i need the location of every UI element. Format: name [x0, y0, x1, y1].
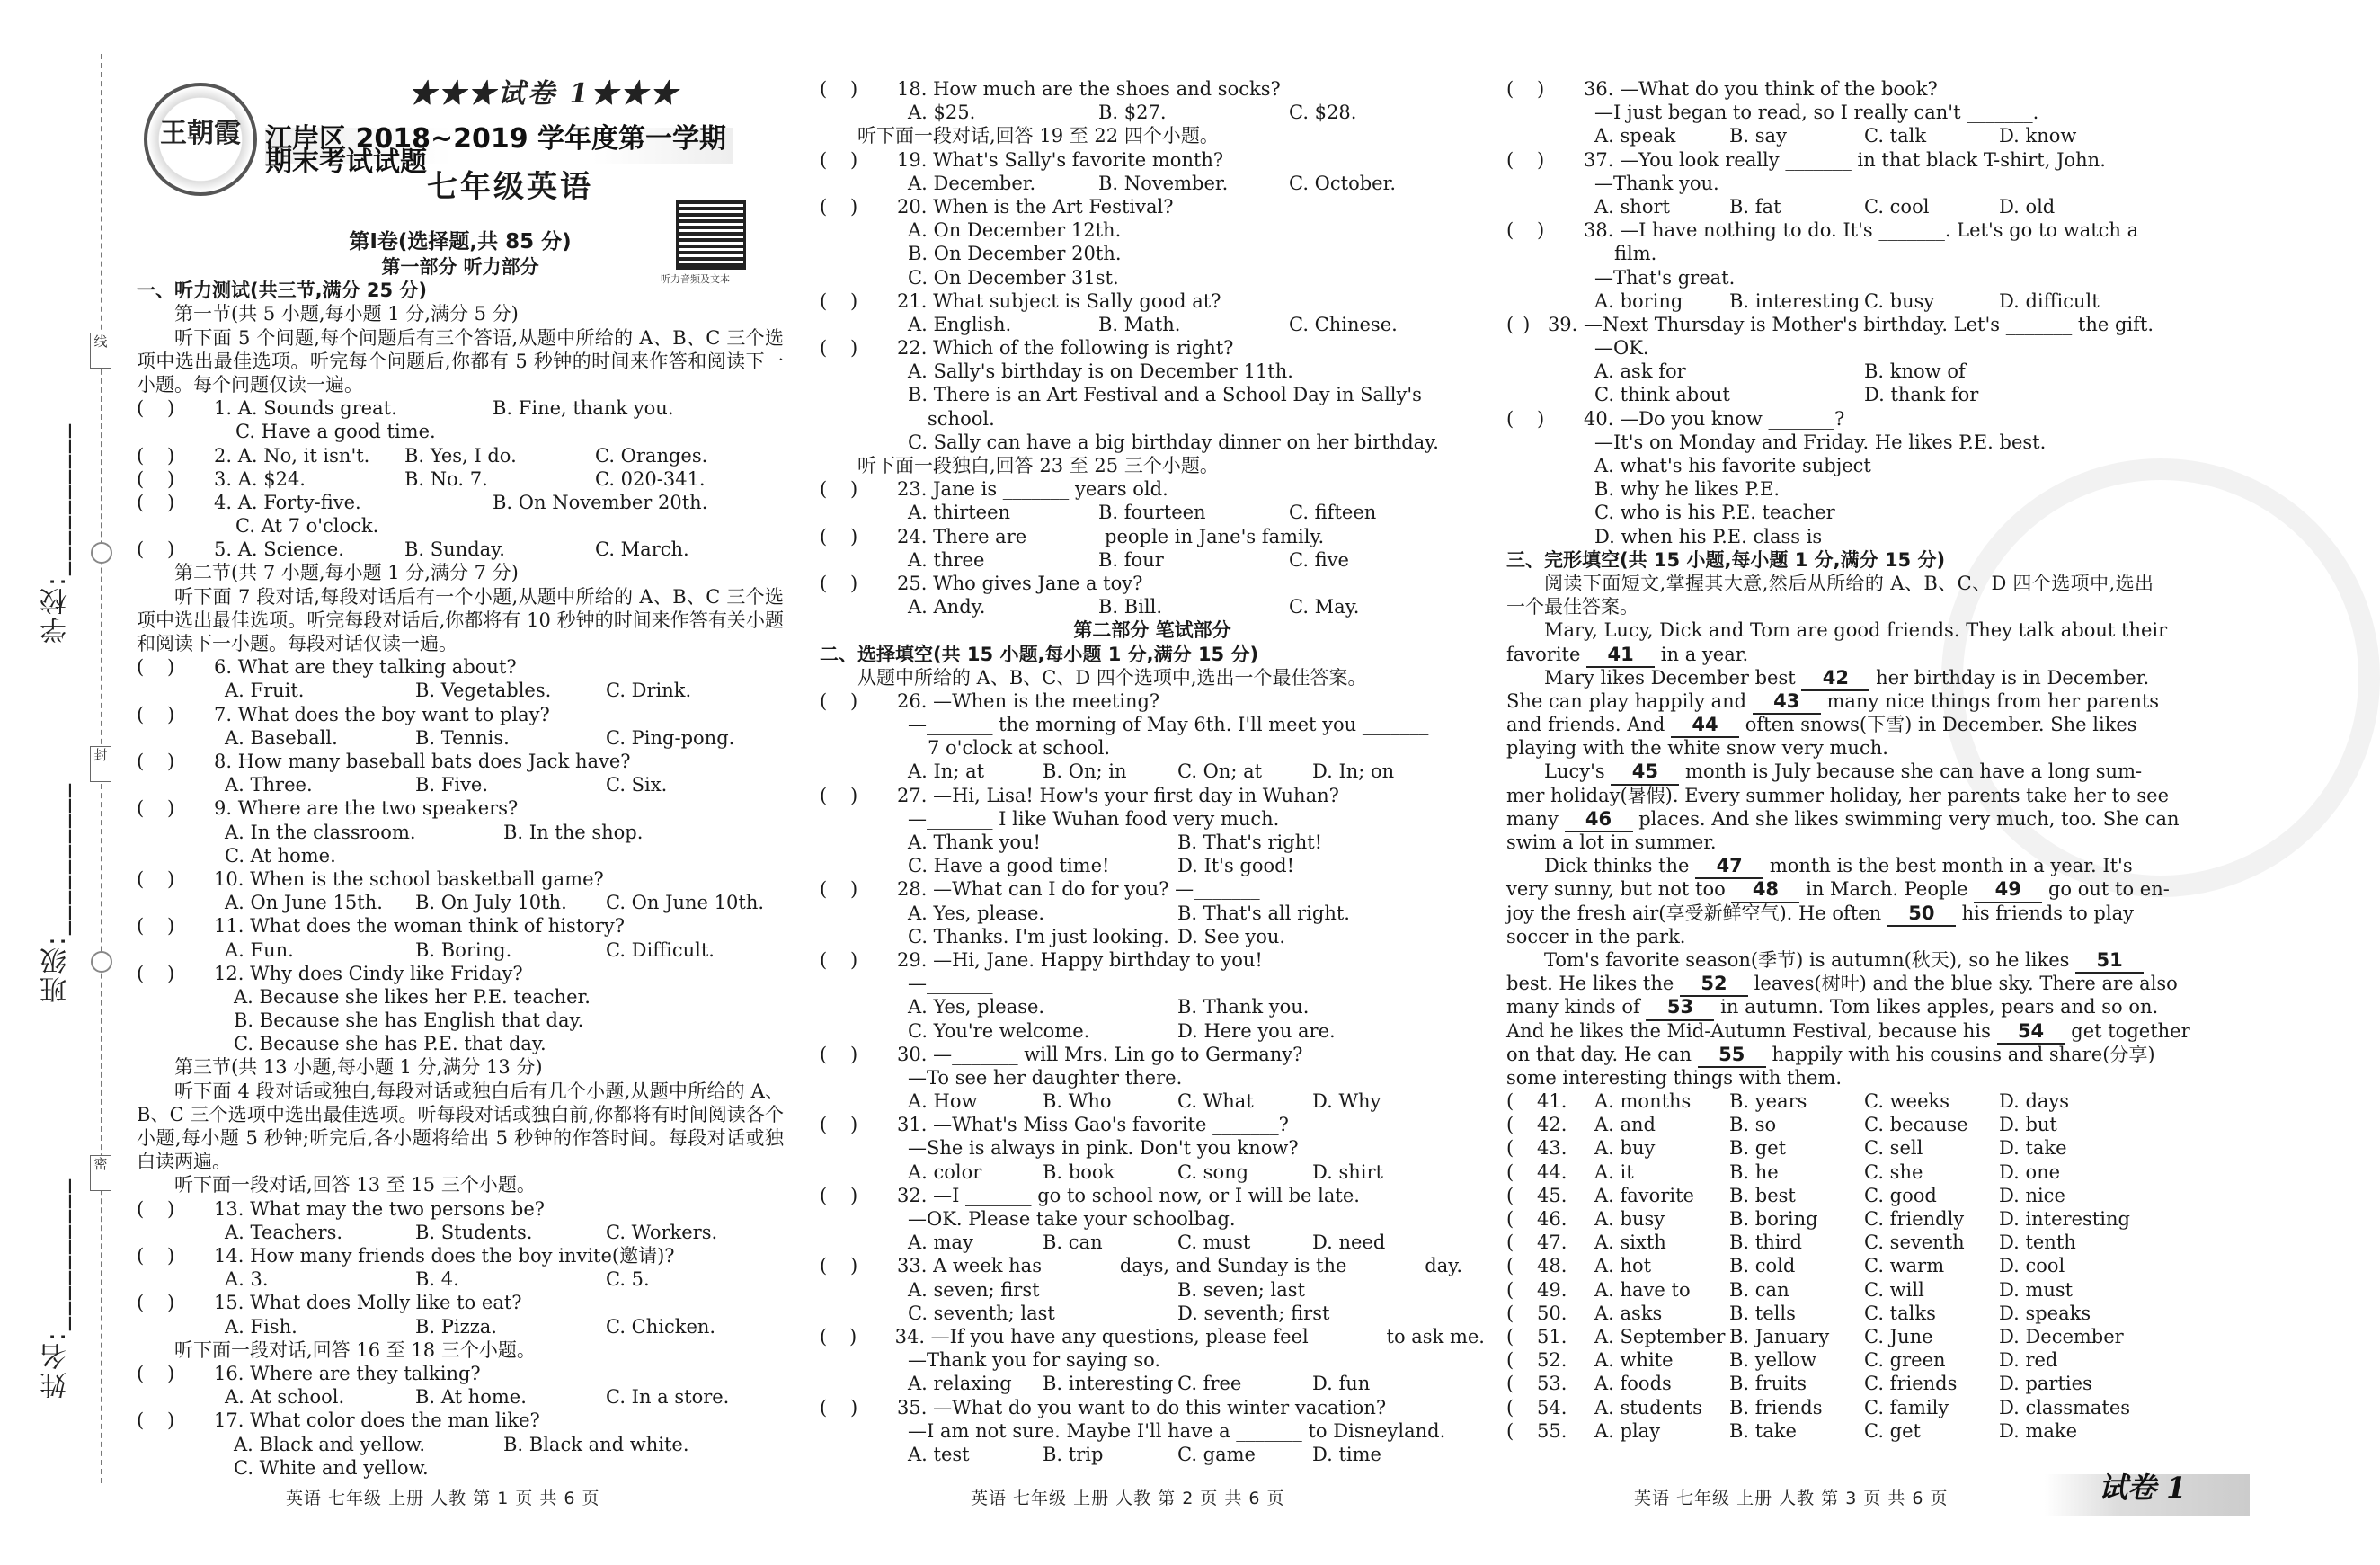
- paper-tag: ★★★试卷 1★★★: [409, 78, 680, 110]
- options-row: A. Fruit. B. Vegetables. C. Drink.: [225, 680, 692, 702]
- options-row: A. Fun. B. Boring. C. Difficult.: [225, 938, 715, 961]
- option-a: A. students: [1594, 1396, 1702, 1418]
- option-c: C. will: [1864, 1278, 1924, 1301]
- option-a: A. have to: [1594, 1278, 1691, 1301]
- passage-line: very sunny, but not too 48 in March. People 49 go out to en-: [1506, 877, 2154, 901]
- question-row: ( ) 33. A week has _______ days, and Sunday is the _______ day.: [820, 1255, 1462, 1277]
- options-row: A. In the classroom. B. In the shop.: [225, 821, 644, 843]
- blank-53: 53: [1646, 995, 1714, 1020]
- cloze-option-row: ( 47. A. sixth B. third C. seventh D. tenth: [1506, 1232, 2076, 1254]
- options-row: A. How B. Who C. What D. Why: [908, 1090, 1381, 1113]
- option-b: B. third: [1729, 1232, 1802, 1254]
- question-row: ( ) 6. What are they talking about?: [137, 656, 517, 679]
- cloze-option-row: ( 54. A. students B. friends C. family D. classmates: [1506, 1396, 2131, 1418]
- question-row: ( ) 11. What does the woman think of history?: [137, 915, 626, 938]
- option-d: D. classmates: [1999, 1396, 2131, 1418]
- part-two-title: 第二部分 笔试部分: [1073, 619, 1231, 642]
- question-line: —Thank you for saying so.: [908, 1349, 1161, 1372]
- part-one-title: 第一部分 听力部分: [381, 256, 539, 278]
- passage-line: And he likes the Mid-Autumn Festival, because his 54 get together: [1506, 1019, 2154, 1043]
- question-row: ( ) 5. A. Science. B. Sunday. C. March.: [137, 538, 689, 561]
- blank-50: 50: [1887, 902, 1956, 927]
- question-row: ( ) 40. —Do you know _______?: [1506, 407, 1845, 430]
- question-row: ( ) 13. What may the two persons be?: [137, 1197, 546, 1220]
- option-d: D. days: [1999, 1090, 2070, 1113]
- question-row: ( ) 21. What subject is Sally good at?: [820, 289, 1221, 312]
- cloze-option-row: ( 49. A. have to B. can C. will D. must: [1506, 1278, 2074, 1301]
- question-row: ( ) 37. —You look really _______ in that black T-shirt, John.: [1506, 148, 2106, 171]
- options-row: B. Because she has English that day.: [234, 1009, 584, 1032]
- question-row: ( ) 32. —I _______ go to school now, or I will be late.: [820, 1184, 1360, 1206]
- question-line: —She is always in pink. Don't you know?: [908, 1137, 1299, 1160]
- blank-47: 47: [1695, 854, 1763, 879]
- option-c: C. sell: [1864, 1137, 1923, 1160]
- options-row: A. boring B. interesting C. busy D. difficult: [1594, 289, 2100, 312]
- option-c: C. because: [1864, 1114, 1968, 1136]
- option-b: B. best: [1729, 1184, 1796, 1206]
- options-row: A. speak B. say C. talk D. know: [1594, 125, 2077, 147]
- question-row: ( ) 8. How many baseball bats does Jack have?: [137, 751, 631, 773]
- passage-line: Dick thinks the 47 month is the best month in a year. It's: [1506, 854, 2154, 877]
- section-title: 第Ⅰ卷(选择题,共 85 分): [349, 230, 572, 253]
- option-d: D. one: [1999, 1160, 2061, 1183]
- subsection-note: 听下面一段独白,回答 23 至 25 三个小题。: [857, 455, 1219, 476]
- subsection-note: 听下面一段对话,回答 13 至 15 三个小题。: [174, 1174, 536, 1196]
- option-b: B. take: [1729, 1419, 1797, 1442]
- binding-mark-seal: 封: [90, 746, 111, 782]
- options-row: A. what's his favorite subject: [1594, 455, 1871, 476]
- options-row: A. On June 15th. B. On July 10th. C. On June 10th.: [225, 892, 765, 914]
- grade-subject-title: 七年级英语: [427, 169, 593, 205]
- options-row: A. may B. can C. must D. need: [908, 1232, 1386, 1254]
- options-row: A. 3. B. 4. C. 5.: [225, 1268, 650, 1291]
- options-row: C. think about D. thank for: [1594, 384, 1979, 406]
- question-line: —_______ the morning of May 6th. I'll meet you _______: [908, 714, 1429, 736]
- cloze-option-row: ( 51. A. September B. January C. June D. December: [1506, 1325, 2124, 1347]
- question-line: —_______: [908, 973, 993, 995]
- passage-line: many kinds of 53 in autumn. Tom likes apples, pears and so on.: [1506, 995, 2154, 1018]
- cloze-option-row: ( 53. A. foods B. fruits C. friends D. parties: [1506, 1373, 2092, 1395]
- option-d: D. parties: [1999, 1373, 2092, 1395]
- question-line: —It's on Monday and Friday. He likes P.E. best.: [1594, 431, 2047, 453]
- instructions: 从题中所给的 A、B、C、D 四个选项中,选出一个最佳答案。: [857, 666, 1367, 689]
- page-footer: 英语 七年级 上册 人教 第 1 页 共 6 页: [286, 1489, 600, 1508]
- question-row: ( ) 20. When is the Art Festival?: [820, 195, 1174, 218]
- logo-text: 王朝霞: [160, 118, 241, 149]
- blank-46: 46: [1565, 807, 1633, 832]
- question-row: ( ) 28. —What can I do for you? —_______: [820, 878, 1260, 901]
- option-a: A. favorite: [1594, 1184, 1694, 1206]
- instructions: 听下面 7 段对话,每段对话后有一个小题,从题中所给的 A、B、C 三个选项中选出最佳选项。听完每段对话后,你都将有 10 秒钟的时间来作答有关小题和阅读下一小题。每段对话仅读一遍。: [137, 585, 784, 655]
- instructions: 听下面 5 个问题,每个问题后有三个答语,从题中所给的 A、B、C 三个选项中选出最佳选项。听完每个问题后,你都有 5 秒钟的时间来作答和阅读下一小题。每个问题仅读一遍。: [137, 326, 784, 396]
- options-row: B. On December 20th.: [908, 243, 1122, 265]
- option-a: A. months: [1594, 1090, 1692, 1113]
- option-a: A. foods: [1594, 1373, 1672, 1395]
- listening-title: 一、听力测试(共三节,满分 25 分): [137, 280, 428, 302]
- option-b: B. he: [1729, 1160, 1779, 1183]
- passage-line: Lucy's 45 month is July because she can have a long sum-: [1506, 760, 2154, 783]
- options-row: A. short B. fat C. cool D. old: [1594, 195, 2056, 218]
- instructions: 听下面 4 段对话或独白,每段对话或独白后有几个小题,从题中所给的 A、B、C 三个选项中选出最佳选项。听每段对话或独白前,你都将有时间阅读各个小题,每小题 5 秒钟;听完后,各小题将给出 5 秒钟的作答时间。每段对话或独白读两遍。: [137, 1080, 784, 1173]
- passage-line: joy the fresh air(享受新鲜空气). He often 50 his friends to play: [1506, 902, 2154, 925]
- qr-caption: 听力音频及文本: [661, 273, 730, 285]
- question-line: film.: [1614, 243, 1657, 265]
- page-1-column: [137, 230, 784, 1480]
- question-row: ( ) 29. —Hi, Jane. Happy birthday to you!: [820, 948, 1263, 971]
- options-row: C. At home.: [225, 844, 336, 867]
- question-row: ( ) 4. A. Forty-five. B. On November 20th.: [137, 491, 708, 513]
- binding-mark-line: 线: [90, 333, 111, 369]
- section-title: 二、选择填空(共 15 小题,每小题 1 分,满分 15 分): [820, 643, 1259, 665]
- option-d: D. must: [1999, 1278, 2074, 1301]
- cloze-option-row: ( 48. A. hot B. cold C. warm D. cool: [1506, 1255, 2065, 1277]
- option-c: C. friendly: [1864, 1208, 1965, 1231]
- subsection-note: 听下面一段对话,回答 19 至 22 四个小题。: [857, 125, 1219, 147]
- question-row: ( ) 35. —What do you want to do this winter vacation?: [820, 1396, 1387, 1418]
- publisher-logo: [144, 83, 257, 196]
- options-row: C. White and yellow.: [234, 1456, 429, 1479]
- options-row: A. seven; first B. seven; last: [908, 1278, 1306, 1301]
- question-line: —_______ I like Wuhan food very much.: [908, 807, 1280, 830]
- option-b: B. can: [1729, 1278, 1789, 1301]
- options-row: B. why he likes P.E.: [1594, 478, 1781, 501]
- options-row: A. On December 12th.: [908, 219, 1122, 242]
- question-row: ( ) 38. —I have nothing to do. It's _______. Let's go to watch a: [1506, 219, 2139, 242]
- subsection-title: 第三节(共 13 小题,每小题 1 分,满分 13 分): [174, 1056, 543, 1079]
- blank-52: 52: [1680, 972, 1748, 997]
- options-row: A. thirteen B. fourteen C. fifteen: [908, 502, 1377, 524]
- options-row: A. Black and yellow. B. Black and white.: [234, 1433, 689, 1455]
- subsection-note: 听下面一段对话,回答 16 至 18 三个小题。: [174, 1338, 536, 1361]
- question-row: ( ) 27. —Hi, Lisa! How's your first day in Wuhan?: [820, 784, 1339, 806]
- option-c: C. get: [1864, 1419, 1921, 1442]
- passage-line: best. He likes the 52 leaves(树叶) and the blue sky. There are also: [1506, 972, 2154, 995]
- question-row: ( ) 22. Which of the following is right?: [820, 337, 1234, 360]
- question-line: —Thank you.: [1594, 172, 1719, 194]
- option-a: A. busy: [1594, 1208, 1665, 1231]
- blank-41: 41: [1586, 643, 1655, 668]
- question-row: ( ) 17. What color does the man like?: [137, 1409, 540, 1432]
- cloze-option-row: ( 43. A. buy B. get C. sell D. take: [1506, 1137, 2067, 1160]
- question-row: ( ) 2. A. No, it isn't. B. Yes, I do. C. Oranges.: [137, 444, 708, 467]
- passage-line: some interesting things with them.: [1506, 1066, 1842, 1089]
- cloze-option-row: ( 52. A. white B. yellow C. green D. red: [1506, 1349, 2058, 1372]
- options-row: A. Yes, please. B. Thank you.: [908, 996, 1310, 1018]
- punch-hole-icon: [91, 542, 112, 564]
- section-title: 三、完形填空(共 15 小题,每小题 1 分,满分 15 分): [1506, 548, 1946, 571]
- options-row: A. $25. B. $27. C. $28.: [908, 102, 1357, 124]
- option-c: C. friends: [1864, 1373, 1958, 1395]
- option-d: D. cool: [1999, 1255, 2065, 1277]
- blank-49: 49: [1974, 877, 2042, 903]
- question-row: ( ) 34. —If you have any questions, please feel _______ to ask me.: [820, 1325, 1485, 1347]
- question-row: ( ) 18. How much are the shoes and socks?: [820, 78, 1281, 100]
- options-row: C. Because she has P.E. that day.: [234, 1033, 546, 1055]
- options-row: A. Thank you! B. That's right!: [908, 831, 1323, 853]
- question-line: —To see her daughter there.: [908, 1066, 1183, 1089]
- options-row: A. Baseball. B. Tennis. C. Ping-pong.: [225, 726, 735, 749]
- option-d: D. interesting: [1999, 1208, 2130, 1231]
- passage-line: favorite 41 in a year.: [1506, 643, 2154, 666]
- option: C. Have a good time.: [235, 421, 436, 443]
- option-c: C. green: [1864, 1349, 1946, 1372]
- options-row: A. Yes, please. B. That's all right.: [908, 902, 1350, 924]
- option-c: C. good: [1864, 1184, 1937, 1206]
- option-a: A. play: [1594, 1419, 1661, 1442]
- option-a: A. it: [1594, 1160, 1634, 1183]
- option-a: A. asks: [1594, 1302, 1663, 1324]
- page-footer: 英语 七年级 上册 人教 第 2 页 共 6 页: [971, 1489, 1285, 1508]
- options-row: A. Three. B. Five. C. Six.: [225, 774, 668, 796]
- options-row: C. seventh; last D. seventh; first: [908, 1302, 1330, 1324]
- page-3-column: [1506, 77, 2190, 1443]
- options-row: D. when his P.E. class is: [1594, 525, 1823, 547]
- option-d: D. but: [1999, 1114, 2057, 1136]
- option-d: D. make: [1999, 1419, 2078, 1442]
- subsection-title: 第二节(共 7 小题,每小题 1 分,满分 7 分): [174, 562, 519, 584]
- options-row: A. In; at B. On; in C. On; at D. In; on: [908, 760, 1395, 783]
- option-d: D. December: [1999, 1325, 2124, 1347]
- page-footer: 英语 七年级 上册 人教 第 3 页 共 6 页: [1634, 1489, 1949, 1508]
- question-row: ( ) 10. When is the school basketball game?: [137, 867, 604, 890]
- page-2-column: [820, 77, 1485, 1466]
- option-a: A. September: [1594, 1325, 1726, 1347]
- question-row: ( ) 14. How many friends does the boy invite(邀请)?: [137, 1245, 675, 1267]
- exam-title: 江岸区 2018~2019 学年度第一学期期末考试试题: [265, 128, 733, 164]
- question-line: —OK.: [1594, 337, 1649, 360]
- name-field: 姓名:__________: [40, 1178, 72, 1400]
- passage-line: many 46 places. And she likes swimming very much, too. She can: [1506, 807, 2154, 831]
- instructions: 阅读下面短文,掌握其大意,然后从所给的 A、B、C、D 四个选项中,选出一个最佳答案。: [1506, 572, 2154, 618]
- binding-mark-secret: 密: [90, 1155, 111, 1191]
- options-row: C. On December 31st.: [908, 266, 1119, 289]
- options-row: C. Have a good time! D. It's good!: [908, 855, 1295, 877]
- cloze-option-row: ( 45. A. favorite B. best C. good D. nice: [1506, 1184, 2065, 1206]
- passage-line: Mary likes December best 42 her birthday is in December.: [1506, 666, 2154, 689]
- option-a: A. hot: [1594, 1255, 1652, 1277]
- option-d: D. nice: [1999, 1184, 2065, 1206]
- option-d: D. tenth: [1999, 1232, 2076, 1254]
- option-a: A. and: [1594, 1114, 1656, 1136]
- option-c: C. she: [1864, 1160, 1923, 1183]
- options-row: A. English. B. Math. C. Chinese.: [908, 313, 1398, 335]
- option-c: C. warm: [1864, 1255, 1945, 1277]
- cloze-option-row: ( 55. A. play B. take C. get D. make: [1506, 1419, 2078, 1442]
- blank-55: 55: [1698, 1043, 1766, 1068]
- option-c: C. talks: [1864, 1302, 1936, 1324]
- option-c: C. seventh: [1864, 1232, 1965, 1254]
- option-b: B. boring: [1729, 1208, 1818, 1231]
- question-row: ( ) 19. What's Sally's favorite month?: [820, 148, 1224, 171]
- question-row: ( ) 26. —When is the meeting?: [820, 689, 1160, 712]
- passage-line: Tom's favorite season(季节) is autumn(秋天), so he likes 51: [1506, 948, 2154, 972]
- option-d: D. speaks: [1999, 1302, 2091, 1324]
- blank-51: 51: [2075, 948, 2144, 974]
- corner-paper-tag: 试卷 1: [2099, 1471, 2187, 1505]
- question-row: ( ) 31. —What's Miss Gao's favorite _______?: [820, 1114, 1289, 1136]
- cloze-option-row: ( 46. A. busy B. boring C. friendly D. interesting: [1506, 1208, 2130, 1231]
- options-row: A. At school. B. At home. C. In a store.: [225, 1386, 730, 1409]
- question-line: —I am not sure. Maybe I'll have a _______ to Disneyland.: [908, 1419, 1446, 1442]
- options-row: A. Fish. B. Pizza. C. Chicken.: [225, 1315, 716, 1338]
- question-row: ( ) 1. A. Sounds great. B. Fine, thank you.: [137, 397, 674, 420]
- passage-line: Mary, Lucy, Dick and Tom are good friends. They talk about their: [1544, 619, 2168, 642]
- options-row: A. Teachers. B. Students. C. Workers.: [225, 1221, 718, 1243]
- passage-line: swim a lot in summer.: [1506, 831, 1717, 854]
- question-line: —That's great.: [1594, 266, 1736, 289]
- options-row: A. ask for B. know of: [1594, 360, 1966, 383]
- cloze-option-row: ( 50. A. asks B. tells C. talks D. speaks: [1506, 1302, 2091, 1324]
- options-row: A. three B. four C. five: [908, 548, 1349, 571]
- option-b: B. get: [1729, 1137, 1787, 1160]
- option-b: B. yellow: [1729, 1349, 1817, 1372]
- blank-54: 54: [1997, 1019, 2065, 1045]
- punch-hole-icon: [91, 951, 112, 973]
- question-line: 7 o'clock at school.: [928, 737, 1111, 760]
- options-row: C. Sally can have a big birthday dinner on her birthday.: [908, 431, 1439, 453]
- subsection-title: 第一节(共 5 小题,每小题 1 分,满分 5 分): [174, 303, 519, 325]
- options-row: A. relaxing B. interesting C. free D. fun: [908, 1373, 1371, 1395]
- options-row: A. Because she likes her P.E. teacher.: [234, 985, 591, 1008]
- options-row: A. December. B. November. C. October.: [908, 172, 1397, 194]
- options-row: B. There is an Art Festival and a School Day in Sally's: [908, 384, 1422, 406]
- question-row: ( ) 23. Jane is _______ years old.: [820, 478, 1168, 501]
- options-row: A. Sally's birthday is on December 11th.: [908, 360, 1293, 383]
- options-row: C. Thanks. I'm just looking. D. See you.: [908, 925, 1286, 947]
- blank-45: 45: [1611, 760, 1679, 785]
- question-row: ( ) 7. What does the boy want to play?: [137, 703, 550, 725]
- option-b: B. years: [1729, 1090, 1807, 1113]
- question-row: ( ) 24. There are _______ people in Jane's family.: [820, 525, 1325, 547]
- blank-42: 42: [1801, 666, 1869, 691]
- passage-line: She can play happily and 43 many nice things from her parents: [1506, 689, 2154, 713]
- question-line: —OK. Please take your schoolbag.: [908, 1208, 1236, 1230]
- question-row: ( ) 12. Why does Cindy like Friday?: [137, 962, 523, 984]
- passage-line: on that day. He can 55 happily with his cousins and share(分享): [1506, 1043, 2154, 1066]
- option-b: B. January: [1729, 1325, 1830, 1347]
- option-c: C. June: [1864, 1325, 1933, 1347]
- binding-strip: [0, 0, 135, 1565]
- option-d: D. red: [1999, 1349, 2058, 1372]
- question-row: ( ) 16. Where are they talking?: [137, 1362, 481, 1384]
- passage-line: and friends. And 44 often snows(下雪) in December. She likes: [1506, 713, 2154, 736]
- options-row: A. test B. trip C. game D. time: [908, 1443, 1381, 1465]
- option-a: A. sixth: [1594, 1232, 1666, 1254]
- school-field: 学校:__________: [40, 422, 72, 645]
- question-row: ( ) 30. —_______ will Mrs. Lin go to Germany?: [820, 1043, 1303, 1065]
- blank-43: 43: [1753, 689, 1821, 715]
- cloze-options: [1506, 1089, 2154, 1443]
- options-row: C. who is his P.E. teacher: [1594, 502, 1835, 524]
- options-row: A. Andy. B. Bill. C. May.: [908, 596, 1360, 618]
- blank-44: 44: [1671, 713, 1739, 738]
- question-row: ( ) 25. Who gives Jane a toy?: [820, 572, 1143, 594]
- question-row: ( ) 39. —Next Thursday is Mother's birthday. Let's _______ the gift.: [1506, 313, 2154, 335]
- class-field: 班级:__________: [40, 782, 72, 1004]
- option-b: B. cold: [1729, 1255, 1796, 1277]
- passage-line: mer holiday(暑假). Every summer holiday, her parents take her to see: [1506, 784, 2170, 806]
- option-b: B. friends: [1729, 1396, 1823, 1418]
- blank-48: 48: [1731, 877, 1799, 903]
- option-b: B. tells: [1729, 1302, 1796, 1324]
- option-b: B. fruits: [1729, 1373, 1807, 1395]
- options-row: school.: [928, 407, 995, 430]
- passage-line: playing with the white snow very much.: [1506, 737, 1888, 760]
- option-a: A. white: [1594, 1349, 1674, 1372]
- cloze-option-row: ( 41. A. months B. years C. weeks D. days: [1506, 1090, 2070, 1113]
- question-row: ( ) 36. —What do you think of the book?: [1506, 78, 1938, 100]
- cloze-option-row: ( 44. A. it B. he C. she D. one: [1506, 1160, 2061, 1183]
- question-line: —I just began to read, so I really can't _______.: [1594, 102, 2039, 124]
- option-d: D. take: [1999, 1137, 2067, 1160]
- cloze-passage: [1506, 618, 2190, 1089]
- option-c: C. weeks: [1864, 1090, 1950, 1113]
- cloze-option-row: ( 42. A. and B. so C. because D. but: [1506, 1114, 2057, 1136]
- question-row: ( ) 15. What does Molly like to eat?: [137, 1292, 522, 1314]
- options-row: C. You're welcome. D. Here you are.: [908, 1019, 1336, 1042]
- passage-line: soccer in the park.: [1506, 925, 1686, 947]
- question-row: ( ) 3. A. $24. B. No. 7. C. 020-341.: [137, 467, 706, 490]
- option-b: B. so: [1729, 1114, 1777, 1136]
- option-c: C. family: [1864, 1396, 1949, 1418]
- option-a: A. buy: [1594, 1137, 1656, 1160]
- options-row: A. color B. book C. song D. shirt: [908, 1160, 1383, 1183]
- option: C. At 7 o'clock.: [235, 515, 379, 538]
- question-row: ( ) 9. Where are the two speakers?: [137, 797, 519, 820]
